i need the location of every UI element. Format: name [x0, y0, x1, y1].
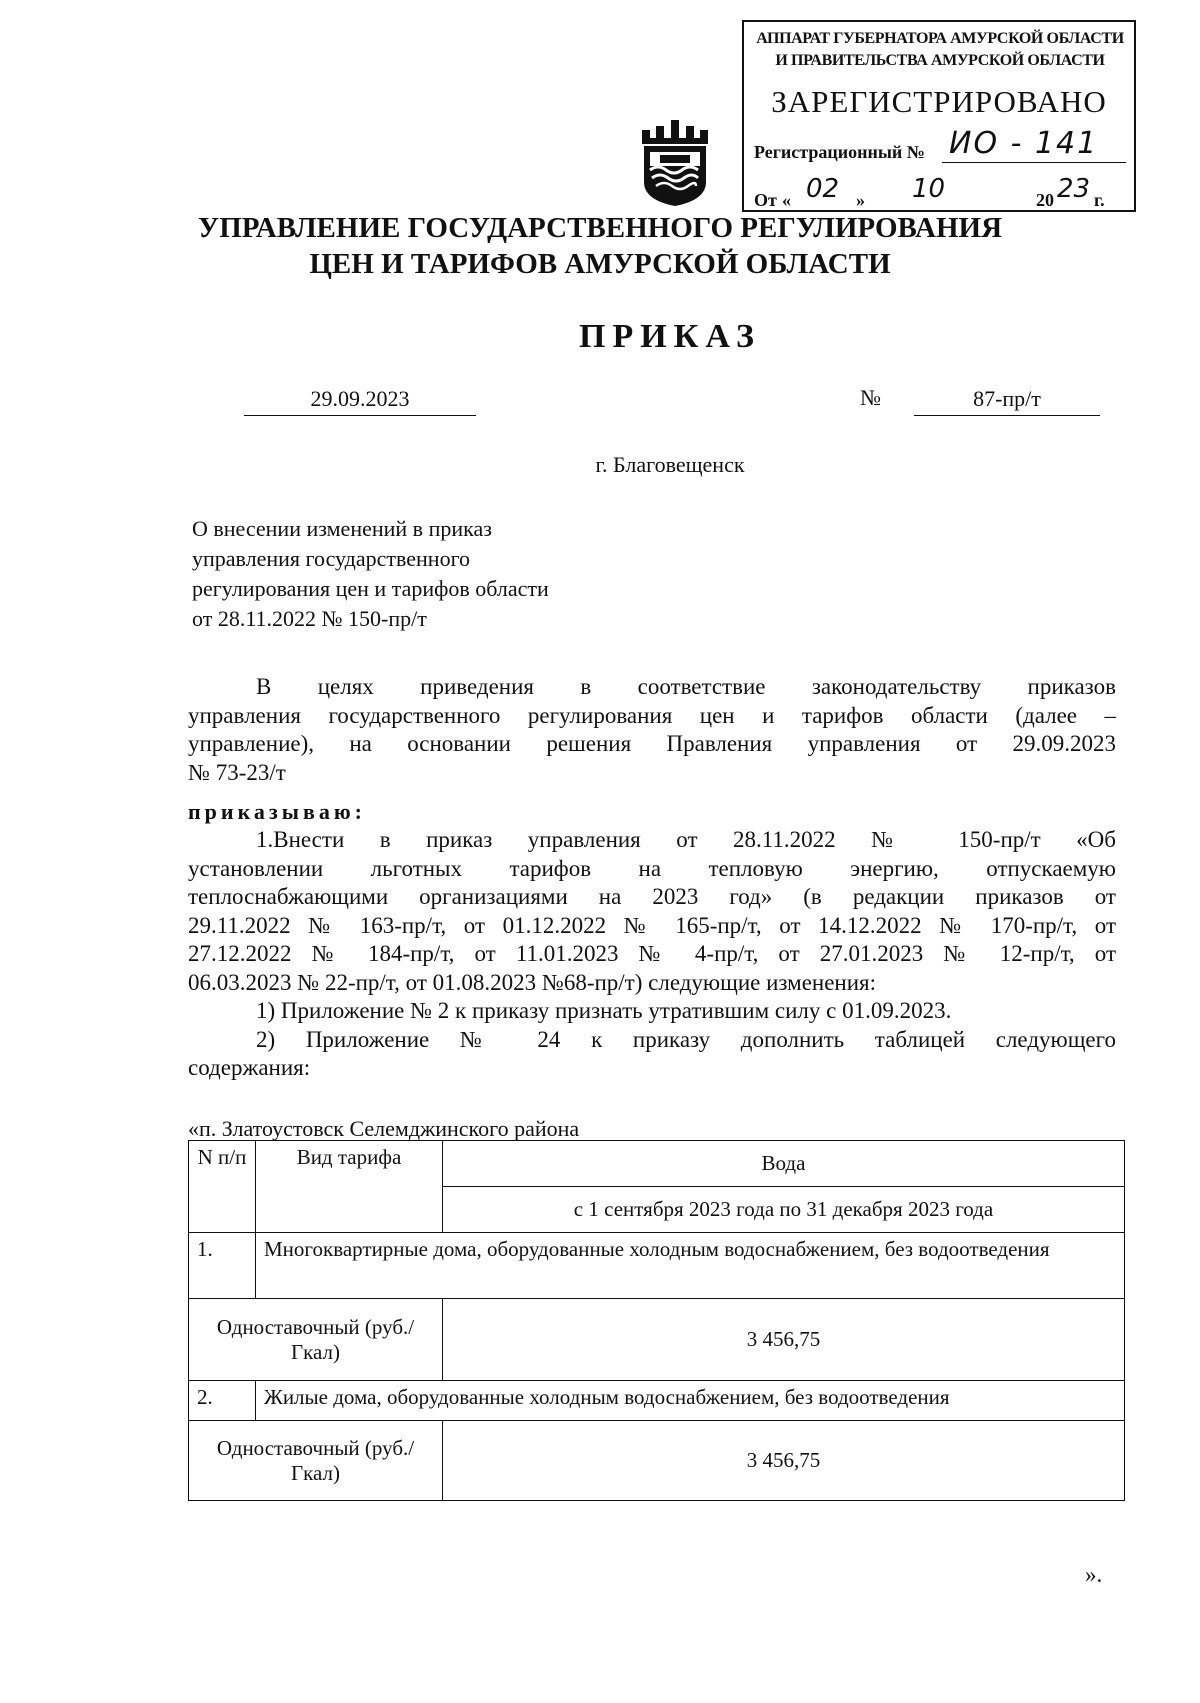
preamble-line: управление), на основании решения Правления управления от 29.09.2023 — [188, 731, 1116, 756]
stamp-month: 10 — [912, 174, 946, 204]
preamble-line: В целях приведения в соответствие законодательству приказов — [256, 674, 1116, 699]
table-row — [189, 1421, 1125, 1501]
city: г. Благовещенск — [595, 452, 745, 477]
stamp-reg-label: Регистрационный № — [754, 142, 925, 162]
row-category: Многоквартирные дома, оборудованные холодным водоснабжением, без водоотведения — [256, 1233, 1125, 1299]
subitem-2-line: 2) Приложение № 24 к приказу дополнить таблицей следующего — [256, 1026, 1116, 1052]
row-tariff-type: Одноставочный (руб./Гкал) — [189, 1421, 443, 1501]
item-1-line: 29.11.2022 № 163-пр/т, от 01.12.2022 № 165-пр/т, от 14.12.2022 № 170-пр/т, от — [188, 912, 1116, 938]
subject-line: О внесении изменений в приказ — [192, 516, 492, 541]
subject-line: регулирования цен и тарифов области — [192, 576, 549, 601]
stamp-status: ЗАРЕГИСТРИРОВАНО — [771, 84, 1107, 119]
table-row — [189, 1299, 1125, 1381]
row-value: 3 456,75 — [443, 1299, 1125, 1381]
stamp-year-suffix: 23 — [1057, 174, 1091, 204]
preamble — [188, 673, 1116, 787]
item-1-line: установлении льготных тарифов на тепловую энергию, отпускаемую — [188, 855, 1116, 881]
row-tariff-type: Одноставочный (руб./Гкал) — [189, 1299, 443, 1381]
header-tariff-type: Вид тарифа — [256, 1141, 443, 1233]
preamble-line: № 73-23/т — [188, 759, 286, 785]
preamble-line: управления государственного регулирования цен и тарифов области (далее – — [188, 702, 1116, 728]
order-number: 87-пр/т — [914, 386, 1100, 416]
subject-line: от 28.11.2022 № 150-пр/т — [192, 606, 427, 631]
stamp-authority-line2: И ПРАВИТЕЛЬСТВА АМУРСКОЙ ОБЛАСТИ — [775, 52, 1105, 69]
subitem-1: 1) Приложение № 2 к приказу признать утратившим силу с 01.09.2023. — [256, 998, 952, 1023]
stamp-quote-close: » — [856, 190, 865, 210]
organization-name-line1: УПРАВЛЕНИЕ ГОСУДАРСТВЕННОГО РЕГУЛИРОВАНИЯ — [197, 212, 1003, 244]
closing-quote: ». — [1085, 1562, 1103, 1587]
stamp-quote-open: « — [782, 190, 791, 210]
header-period: с 1 сентября 2023 года по 31 декабря 2023 года — [443, 1187, 1125, 1233]
registration-stamp — [742, 20, 1136, 212]
subitem-2-line: содержания: — [188, 1055, 311, 1080]
document-title: ПРИКАЗ — [579, 318, 761, 355]
stamp-year-unit: г. — [1094, 190, 1105, 210]
subject-line: управления государственного — [192, 546, 471, 571]
header-number: N п/п — [189, 1141, 256, 1233]
order-date: 29.09.2023 — [244, 386, 476, 416]
row-value: 3 456,75 — [443, 1421, 1125, 1501]
tariff-table — [188, 1140, 1125, 1501]
table-row — [189, 1381, 1125, 1421]
item-1 — [188, 826, 1116, 1083]
stamp-reg-underline — [942, 162, 1126, 163]
item-1-line: 06.03.2023 № 22-пр/т, от 01.08.2023 №68-пр/т) следующие изменения: — [188, 969, 877, 995]
row-number: 2. — [189, 1381, 256, 1421]
order-number-label: № — [860, 385, 881, 410]
stamp-day: 02 — [806, 174, 840, 204]
row-number: 1. — [189, 1233, 256, 1299]
stamp-year-underline — [1056, 210, 1090, 211]
row-category: Жилые дома, оборудованные холодным водоснабжением, без водоотведения — [256, 1381, 1125, 1421]
table-row — [189, 1233, 1125, 1299]
item-1-line: 1.Внести в приказ управления от 28.11.2022 № 150-пр/т «Об — [256, 827, 1116, 852]
stamp-year-prefix: 20 — [1036, 190, 1054, 210]
amur-coat-of-arms-icon — [636, 112, 714, 208]
stamp-authority-line1: АППАРАТ ГУБЕРНАТОРА АМУРСКОЙ ОБЛАСТИ — [756, 30, 1124, 47]
order-subject — [192, 514, 549, 634]
stamp-date-label: От — [754, 190, 777, 210]
organization-name — [150, 210, 1050, 282]
header-resource: Вода — [443, 1141, 1125, 1187]
order-word: приказываю: — [188, 799, 366, 824]
item-1-line: теплоснабжающими организациями на 2023 год» (в редакции приказов от — [188, 884, 1116, 909]
item-1-line: 27.12.2022 № 184-пр/т, от 11.01.2023 № 4-пр/т, от 27.01.2023 № 12-пр/т, от — [188, 941, 1116, 966]
stamp-reg-number: ИО - 141 — [949, 126, 1099, 161]
table-heading: «п. Златоустовск Селемджинского района — [188, 1116, 580, 1141]
organization-name-line2: ЦЕН И ТАРИФОВ АМУРСКОЙ ОБЛАСТИ — [309, 248, 891, 280]
